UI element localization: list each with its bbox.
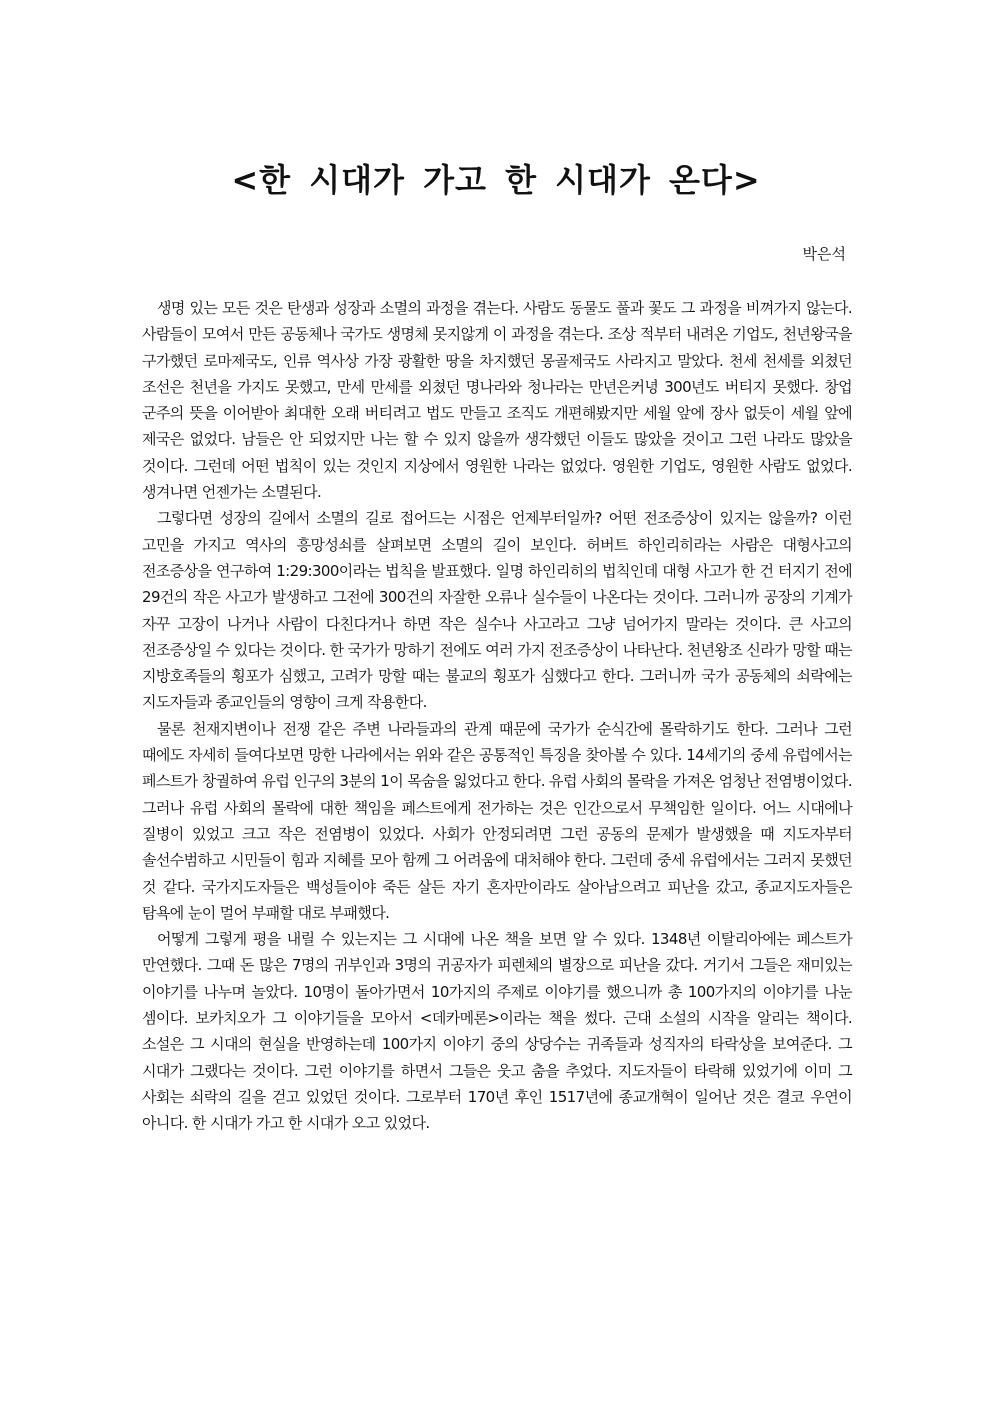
author-name: 박은석: [802, 245, 846, 263]
document-body: [142, 295, 852, 1137]
paragraph: 생명 있는 모든 것은 탄생과 성장과 소멸의 과정을 겪는다. 사람도 동물도 풀과 꽃도 그 과정을 비껴가지 않는다. 사람들이 모여서 만든 공동체나 국가도 생명체 못지않게 이 과정을 겪는다. 조상 적부터 내려온 기업도, 천년왕국을 구가했던 로마제국도, 인류 역사상 가장 광활한 땅을 차지했던 몽골제국도 사라지고 말았다. 천세 천세를 외쳤던 조선은 천년을 가지도 못했고, 만세 만세를 외쳤던 명나라와 청나라는 만년은커녕 300년도 버티지 못했다. 창업 군주의 뜻을 이어받아 최대한 오래 버티려고 법도 만들고 조직도 개편해봤지만 세월 앞에 장사 없듯이 세월 앞에 제국은 없었다. 남들은 안 되었지만 나는 할 수 있지 않을까 생각했던 이들도 많았을 것이고 그런 나라도 많았을 것이다. 그런데 어떤 법칙이 있는 것인지 지상에서 영원한 나라는 없었다. 영원한 기업도, 영원한 사람도 없었다. 생겨나면 언젠가는 소멸된다.: [142, 299, 852, 502]
paragraph: 물론 천재지변이나 전쟁 같은 주변 나라들과의 관계 때문에 국가가 순식간에 몰락하기도 한다. 그러나 그런 때에도 자세히 들여다보면 망한 나라에서는 위와 같은 공통적인 특징을 찾아볼 수 있다. 14세기의 중세 유럽에서는 페스트가 창궐하여 유럽 인구의 3분의 1이 목숨을 잃었다고 한다. 유럽 사회의 몰락을 가져온 엄청난 전염병이었다. 그러나 유럽 사회의 몰락에 대한 책임을 페스트에게 전가하는 것은 인간으로서 무책임한 일이다. 어느 시대에나 질병이 있었고 크고 작은 전염병이 있었다. 사회가 안정되려면 그런 공동의 문제가 발생했을 때 지도자부터 솔선수범하고 시민들이 힘과 지혜를 모아 함께 그 어려움에 대처해야 한다. 그런데 중세 유럽에서는 그러지 못했던 것 같다. 국가지도자들은 백성들이야 죽든 살든 자기 혼자만이라도 살아남으려고 피난을 갔고, 종교지도자들은 탐욕에 눈이 멀어 부패할 대로 부패했다.: [142, 719, 852, 922]
document-title: <한 시대가 가고 한 시대가 온다>: [231, 161, 761, 199]
paragraph: 그렇다면 성장의 길에서 소멸의 길로 접어드는 시점은 언제부터일까? 어떤 전조증상이 있지는 않을까? 이런 고민을 가지고 역사의 흥망성쇠를 살펴보면 소멸의 길이 보인다. 허버트 하인리히라는 사람은 대형사고의 전조증상을 연구하여 1:29:300이라는 법칙을 발표했다. 일명 하인리히의 법칙인데 대형 사고가 한 건 터지기 전에 29건의 작은 사고가 발생하고 그전에 300건의 자잘한 오류나 실수들이 나온다는 것이다. 그러니까 공장의 기계가 자꾸 고장이 나거나 사람이 다친다거나 하면 작은 실수나 사고라고 그냥 넘어가지 말라는 것이다. 큰 사고의 전조증상일 수 있다는 것이다. 한 국가가 망하기 전에도 여러 가지 전조증상이 나타난다. 천년왕조 신라가 망할 때는 지방호족들의 횡포가 심했고, 고려가 망할 때는 불교의 횡포가 심했다고 한다. 그러니까 국가 공동체의 쇠락에는 지도자들과 종교인들의 영향이 크게 작용한다.: [142, 509, 852, 712]
paragraph: 어떻게 그렇게 평을 내릴 수 있는지는 그 시대에 나온 책을 보면 알 수 있다. 1348년 이탈리아에는 페스트가 만연했다. 그때 돈 많은 7명의 귀부인과 3명의 귀공자가 피렌체의 별장으로 피난을 갔다. 거기서 그들은 재미있는 이야기를 나누며 놀았다. 10명이 돌아가면서 10가지의 주제로 이야기를 했으니까 총 100가지의 이야기를 나눈 셈이다. 보카치오가 그 이야기들을 모아서 <데카메론>이라는 책을 썼다. 근대 소설의 시작을 알리는 책이다. 소설은 그 시대의 현실을 반영하는데 100가지 이야기 중의 상당수는 귀족들과 성직자의 타락상을 보여준다. 그 시대가 그랬다는 것이다. 그런 이야기를 하면서 그들은 웃고 춤을 추었다. 지도자들이 타락해 있었기에 이미 그 사회는 쇠락의 길을 걷고 있었던 것이다. 그로부터 170년 후인 1517년에 종교개혁이 일어난 것은 결코 우연이 아니다. 한 시대가 가고 한 시대가 오고 있었다.: [142, 930, 852, 1133]
